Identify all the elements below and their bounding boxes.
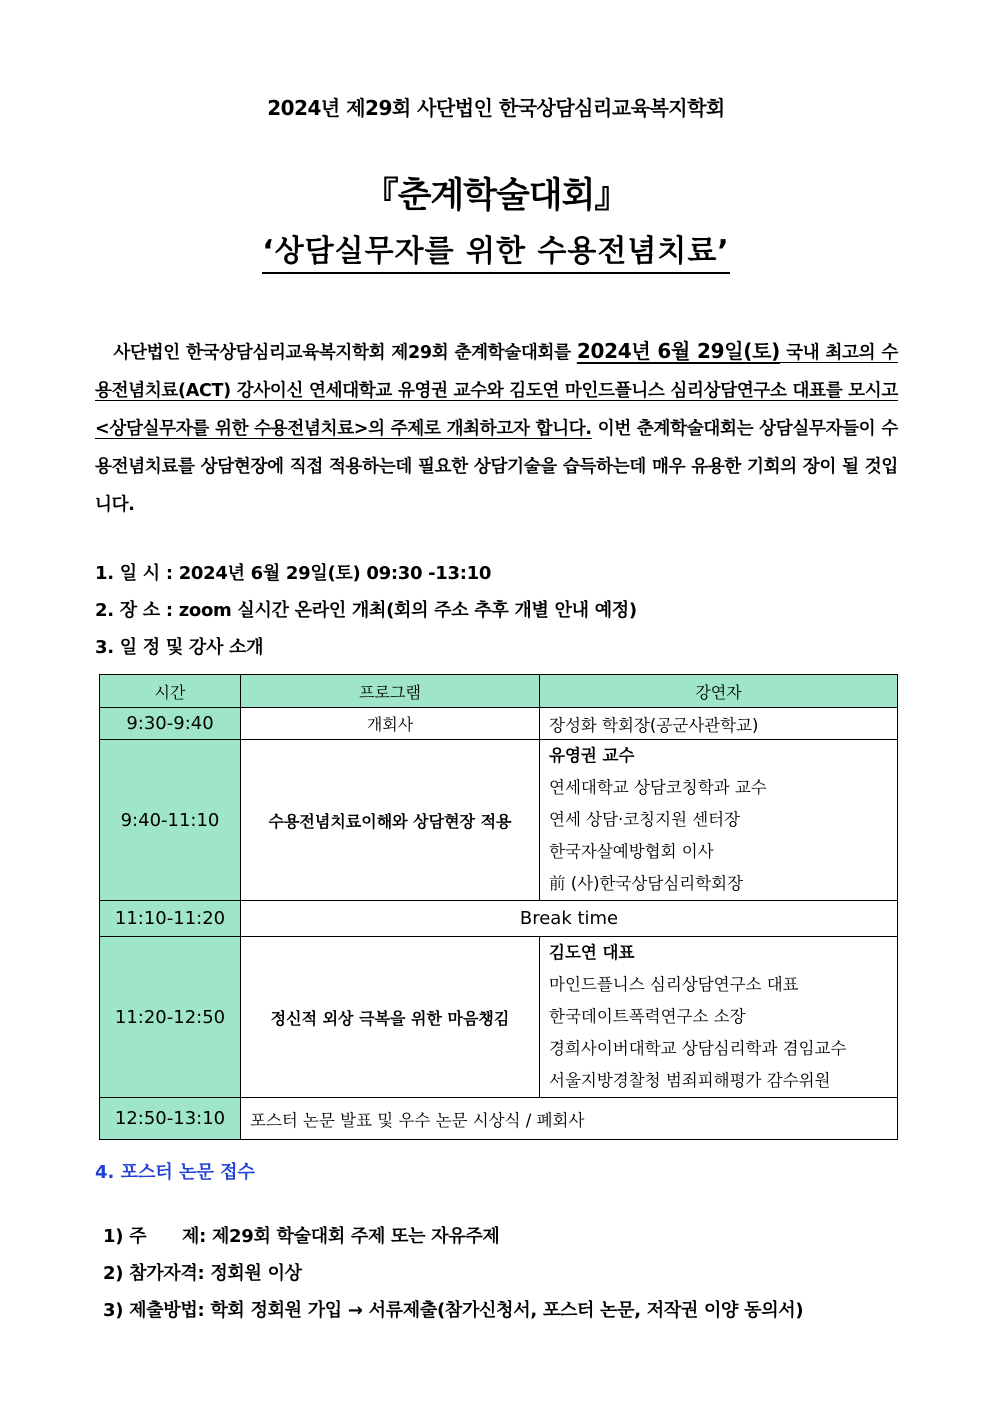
row2-speaker-role: 연세대학교 상담코칭학과 교수: [549, 778, 767, 797]
intro-paragraph: [95, 332, 898, 524]
poster-section-title: 4. 포스터 논문 접수: [95, 1162, 255, 1183]
row2-speaker: [540, 740, 898, 901]
info-date: 1. 일 시 : 2024년 6월 29일(토) 09:30 -13:10: [95, 563, 492, 584]
intro-part-1: 사단법인 한국상담심리교육복지학회 제29회 춘계학술대회를: [113, 343, 577, 363]
row4-time: 11:20-12:50: [100, 937, 241, 1098]
row5-program: 포스터 논문 발표 및 우수 논문 시상식 / 폐회사: [241, 1098, 898, 1140]
row2-speaker-role: 연세 상담·코칭지원 센터장: [549, 810, 741, 829]
row4-speaker: [540, 937, 898, 1098]
poster-item-eligibility: 2) 참가자격: 정회원 이상: [103, 1263, 302, 1284]
row4-speaker-name: 김도연 대표: [549, 943, 635, 962]
row2-speaker-role: 前 (사)한국상담심리학회장: [549, 874, 744, 893]
header-program: 프로그램: [241, 675, 540, 708]
subtitle: ‘상담실무자를 위한 수용전념치료’: [262, 226, 729, 274]
row1-time: 9:30-9:40: [100, 708, 241, 740]
info-schedule-heading: 3. 일 정 및 강사 소개: [95, 637, 264, 658]
table-header-row: [100, 675, 898, 708]
row4-speaker-role: 마인드플니스 심리상담연구소 대표: [549, 975, 799, 994]
table-row: [100, 937, 898, 1098]
schedule-table: [99, 674, 898, 1140]
table-row: [100, 1098, 898, 1140]
table-row: [100, 708, 898, 740]
row1-speaker: 장성화 학회장(공군사관학교): [540, 708, 898, 740]
intro-part-4: 이번 춘계학술대회는 상담실무자들이 수용전념치료를 상담현장에 직접 적용하는데 필요한 상담기술을 습득하는데 매우 유용한 기회의 장이 될 것입니다.: [95, 419, 898, 515]
row2-program: 수용전념치료이해와 상담현장 적용: [241, 740, 540, 901]
intro-date: 2024년 6월 29일(토): [576, 339, 780, 363]
row1-program: 개회사: [241, 708, 540, 740]
row4-speaker-role: 경희사이버대학교 상담심리학과 겸임교수: [549, 1039, 847, 1058]
row5-time: 12:50-13:10: [100, 1098, 241, 1140]
row4-speaker-role: 한국데이트폭력연구소 소장: [549, 1007, 746, 1026]
row3-break: Break time: [241, 901, 898, 937]
row4-speaker-role: 서울지방경찰청 범죄피해평가 감수위원: [549, 1071, 831, 1090]
table-row: [100, 740, 898, 901]
row4-program: 정신적 외상 극복을 위한 마음챙김: [241, 937, 540, 1098]
org-line: 2024년 제29회 사단법인 한국상담심리교육복지학회: [267, 96, 725, 120]
row2-time: 9:40-11:10: [100, 740, 241, 901]
row2-speaker-name: 유영권 교수: [549, 746, 635, 765]
subtitle-wrap: [0, 226, 992, 274]
table-row: [100, 901, 898, 937]
main-title: 『춘계학술대회』: [363, 176, 629, 216]
header-time: 시간: [100, 675, 241, 708]
info-location: 2. 장 소 : zoom 실시간 온라인 개최(회의 주소 추후 개별 안내 예정): [95, 600, 637, 621]
header-speaker: 강연자: [540, 675, 898, 708]
row2-speaker-role: 한국자살예방협회 이사: [549, 842, 714, 861]
poster-item-submission: 3) 제출방법: 학회 정회원 가입 → 서류제출(참가신청서, 포스터 논문, 저작권 이양 동의서): [103, 1300, 804, 1321]
intro-part-3: 국내 최고의 수용전념치료(ACT) 강사이신 연세대학교 유영권 교수와 김도연 마인드플니스 심리상담연구소 대표를 모시고 <상담실무자를 위한 수용전념치료>의 주제로 개최하고자 합니다.: [95, 343, 898, 439]
row3-time: 11:10-11:20: [100, 901, 241, 937]
poster-item-topic: 1) 주 제: 제29회 학술대회 주제 또는 자유주제: [103, 1226, 500, 1247]
